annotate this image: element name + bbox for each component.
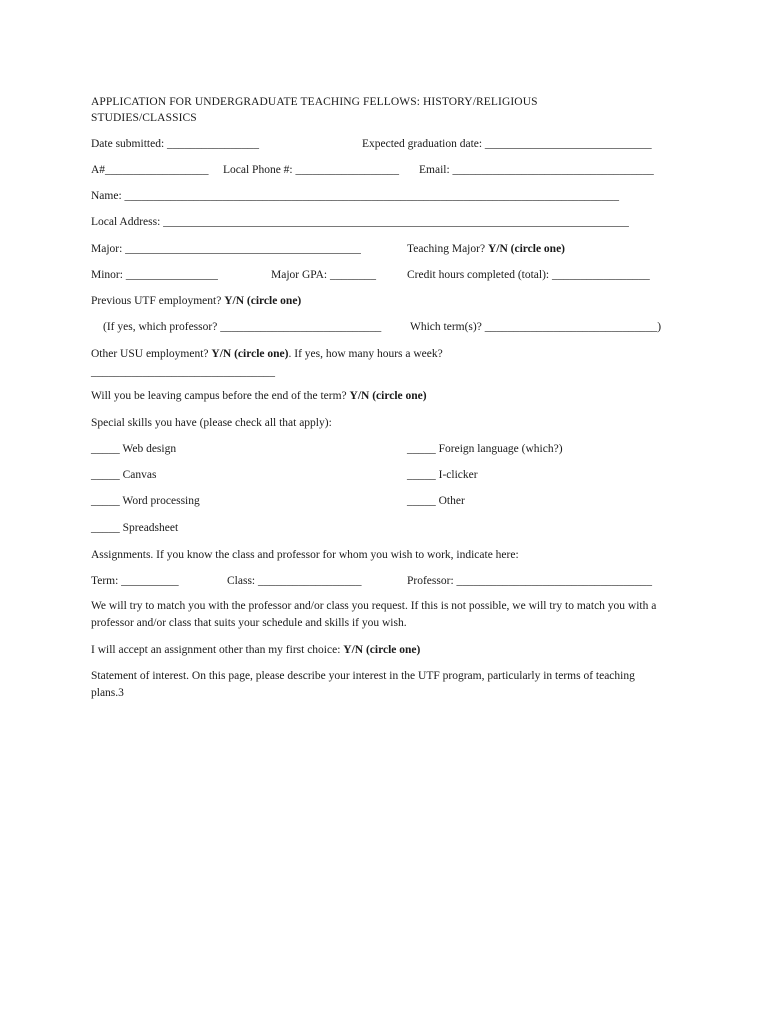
skill-foreign-language[interactable]: _____ Foreign language (which?) (407, 443, 563, 455)
other-usu-hours-label: . If yes, how many hours a week? (288, 348, 443, 360)
leaving-campus-question (91, 389, 427, 403)
other-usu-question (91, 347, 443, 361)
credit-hours-field[interactable]: Credit hours completed (total): _________________ (407, 269, 650, 281)
major-field[interactable]: Major: _________________________________________ (91, 243, 361, 255)
accept-other-yn[interactable]: Y/N (circle one) (343, 644, 421, 656)
other-usu-label: Other USU employment? (91, 348, 212, 360)
form-title: APPLICATION FOR UNDERGRADUATE TEACHING FELLOWS: HISTORY/RELIGIOUS STUDIES/CLASSICS (91, 96, 538, 124)
special-skills-heading: Special skills you have (please check all that apply): (91, 417, 332, 429)
expected-graduation-field[interactable]: Expected graduation date: _____________________________ (362, 138, 652, 150)
accept-other-question (91, 643, 420, 657)
class-field[interactable]: Class: __________________ (227, 575, 362, 587)
skill-web-design[interactable]: _____ Web design (91, 443, 177, 455)
minor-field[interactable]: Minor: ________________ (91, 269, 218, 281)
date-submitted-field[interactable]: Date submitted: ________________ (91, 138, 260, 150)
professor-field[interactable]: Professor: __________________________________ (407, 575, 653, 587)
skill-i-clicker[interactable]: _____ I-clicker (407, 469, 478, 481)
leaving-campus-label: Will you be leaving campus before the end of the term? (91, 390, 350, 402)
teaching-major-label: Teaching Major? (407, 243, 488, 255)
accept-other-label: I will accept an assignment other than my first choice: (91, 644, 344, 656)
previous-utf-label: Previous UTF employment? (91, 295, 225, 307)
major-gpa-field[interactable]: Major GPA: ________ (271, 269, 376, 281)
statement-of-interest: Statement of interest. On this page, please describe your interest in the UTF program, particularly in terms of teaching plans.3 (91, 670, 635, 699)
previous-utf-yn[interactable]: Y/N (circle one) (224, 295, 302, 307)
match-explanation: We will try to match you with the professor and/or class you request. If this is not possible, we will try to match you with a professor and/or class that suits your schedule and skills if you wish. (91, 600, 657, 629)
other-usu-yn[interactable]: Y/N (circle one) (211, 348, 289, 360)
assignments-heading: Assignments. If you know the class and professor for whom you wish to work, indicate here: (91, 549, 519, 561)
skill-word-processing[interactable]: _____ Word processing (91, 495, 200, 507)
teaching-major-yn[interactable]: Y/N (circle one) (487, 243, 566, 255)
previous-utf-question (91, 294, 301, 308)
leaving-campus-yn[interactable]: Y/N (circle one) (349, 390, 427, 402)
teaching-major-question (407, 242, 565, 256)
skill-other[interactable]: _____ Other (407, 495, 465, 507)
email-field[interactable]: Email: ___________________________________ (419, 164, 654, 176)
skill-canvas[interactable]: _____ Canvas (91, 469, 157, 481)
name-field[interactable]: Name: ______________________________________________________________________________________ (91, 190, 620, 202)
term-field[interactable]: Term: __________ (91, 575, 179, 587)
local-address-field[interactable]: Local Address: _________________________________________________________________________________ (91, 216, 629, 228)
which-professor-field[interactable]: (If yes, which professor? ____________________________ (103, 321, 382, 333)
local-phone-field[interactable]: Local Phone #: __________________ (223, 164, 399, 176)
other-usu-hours-field[interactable]: ________________________________ (91, 366, 275, 378)
skill-spreadsheet[interactable]: _____ Spreadsheet (91, 522, 179, 534)
which-terms-field[interactable]: Which term(s)? ______________________________) (410, 321, 662, 333)
a-number-field[interactable]: A#__________________ (91, 164, 209, 176)
